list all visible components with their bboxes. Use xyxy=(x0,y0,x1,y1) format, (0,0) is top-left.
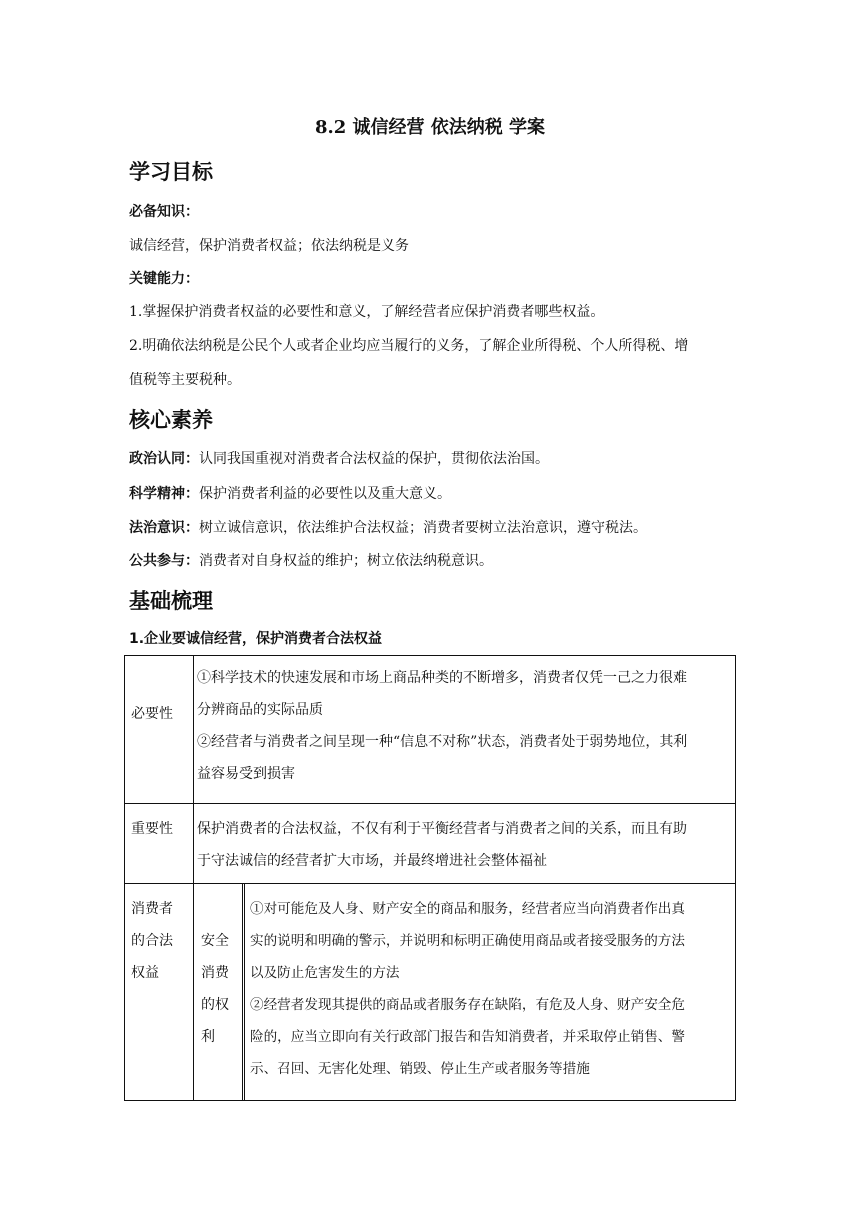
literacy-heading: 核心素养 xyxy=(129,408,213,432)
table-text-line: 的权 xyxy=(201,997,229,1013)
table-text-line: 于守法诚信的经营者扩大市场，并最终增进社会整体福祉 xyxy=(197,853,547,869)
table-text-line: 保护消费者的合法权益，不仅有利于平衡经营者与消费者之间的关系，而且有助 xyxy=(197,821,687,837)
table-text-line: 益容易受到损害 xyxy=(197,766,295,782)
literacy-item xyxy=(129,518,741,538)
basics-subheading: 1.企业要诚信经营，保护消费者合法权益 xyxy=(129,631,383,647)
literacy-item-text: 保护消费者利益的必要性以及重大意义。 xyxy=(199,486,451,502)
literacy-item xyxy=(129,484,741,504)
table-text-line: ②经营者与消费者之间呈现一种“信息不对称”状态，消费者处于弱势地位，其利 xyxy=(197,734,688,750)
literacy-item xyxy=(129,449,741,469)
literacy-item-label: 公共参与： xyxy=(129,553,199,569)
literacy-item-label: 科学精神： xyxy=(129,486,199,502)
table-text-line: 利 xyxy=(201,1029,215,1045)
table-text-line: 实的说明和明确的警示，并说明和标明正确使用商品或者接受服务的方法 xyxy=(250,933,685,949)
row-necessity-head: 必要性 xyxy=(131,706,173,722)
key-ability-label: 关键能力： xyxy=(129,271,199,287)
literacy-item-label: 政治认同： xyxy=(129,451,199,467)
table-text-line: 消费 xyxy=(201,965,229,981)
row-rights-head xyxy=(125,893,193,989)
table-text-line: 以及防止危害发生的方法 xyxy=(250,965,400,981)
table-row-divider xyxy=(125,803,735,804)
literacy-item-text: 消费者对自身权益的维护；树立依法纳税意识。 xyxy=(199,553,493,569)
key-ability-item: 1.掌握保护消费者权益的必要性和意义，了解经营者应保护消费者哪些权益。 xyxy=(129,304,605,320)
rights-table xyxy=(124,655,736,1101)
table-text-line: ①科学技术的快速发展和市场上商品种类的不断增多，消费者仅凭一己之力很难 xyxy=(197,670,687,686)
basics-heading: 基础梳理 xyxy=(129,589,213,613)
table-text-line: 示、召回、无害化处理、销毁、停止生产或者服务等措施 xyxy=(250,1061,590,1077)
table-text-line: 分辨商品的实际品质 xyxy=(197,702,323,718)
table-col-divider xyxy=(193,656,194,1100)
table-text-line: 险的，应当立即向有关行政部门报告和告知消费者，并采取停止销售、警 xyxy=(250,1029,685,1045)
table-text-line: ①对可能危及人身、财产安全的商品和服务，经营者应当向消费者作出真 xyxy=(250,901,685,917)
required-knowledge-label: 必备知识： xyxy=(129,204,199,220)
table-row-divider xyxy=(125,883,735,884)
table-col-divider xyxy=(242,883,245,1100)
table-text-line: 的合法 xyxy=(131,933,173,949)
row-rights-subhead xyxy=(197,925,242,1053)
document-title: 8.2 诚信经营 依法纳税 学案 xyxy=(314,117,546,138)
required-knowledge-text: 诚信经营，保护消费者权益；依法纳税是义务 xyxy=(129,238,409,254)
table-text-line: 权益 xyxy=(131,965,159,981)
literacy-item xyxy=(129,551,741,571)
key-ability-item: 2.明确依法纳税是公民个人或者企业均应当履行的义务，了解企业所得税、个人所得税、增 xyxy=(129,338,689,354)
table-text-line: 消费者 xyxy=(131,901,173,917)
row-importance-head: 重要性 xyxy=(131,821,173,837)
literacy-item-text: 认同我国重视对消费者合法权益的保护，贯彻依法治国。 xyxy=(199,451,549,467)
row-importance-body xyxy=(197,813,733,877)
row-rights-body xyxy=(250,893,734,1085)
key-ability-item: 值税等主要税种。 xyxy=(129,372,241,388)
table-text-line: 安全 xyxy=(201,933,229,949)
literacy-item-label: 法治意识： xyxy=(129,520,199,536)
table-text-line: ②经营者发现其提供的商品或者服务存在缺陷，有危及人身、财产安全危 xyxy=(250,997,685,1013)
goals-heading: 学习目标 xyxy=(129,160,213,184)
literacy-item-text: 树立诚信意识，依法维护合法权益；消费者要树立法治意识，遵守税法。 xyxy=(199,520,647,536)
row-necessity-body xyxy=(197,662,733,790)
